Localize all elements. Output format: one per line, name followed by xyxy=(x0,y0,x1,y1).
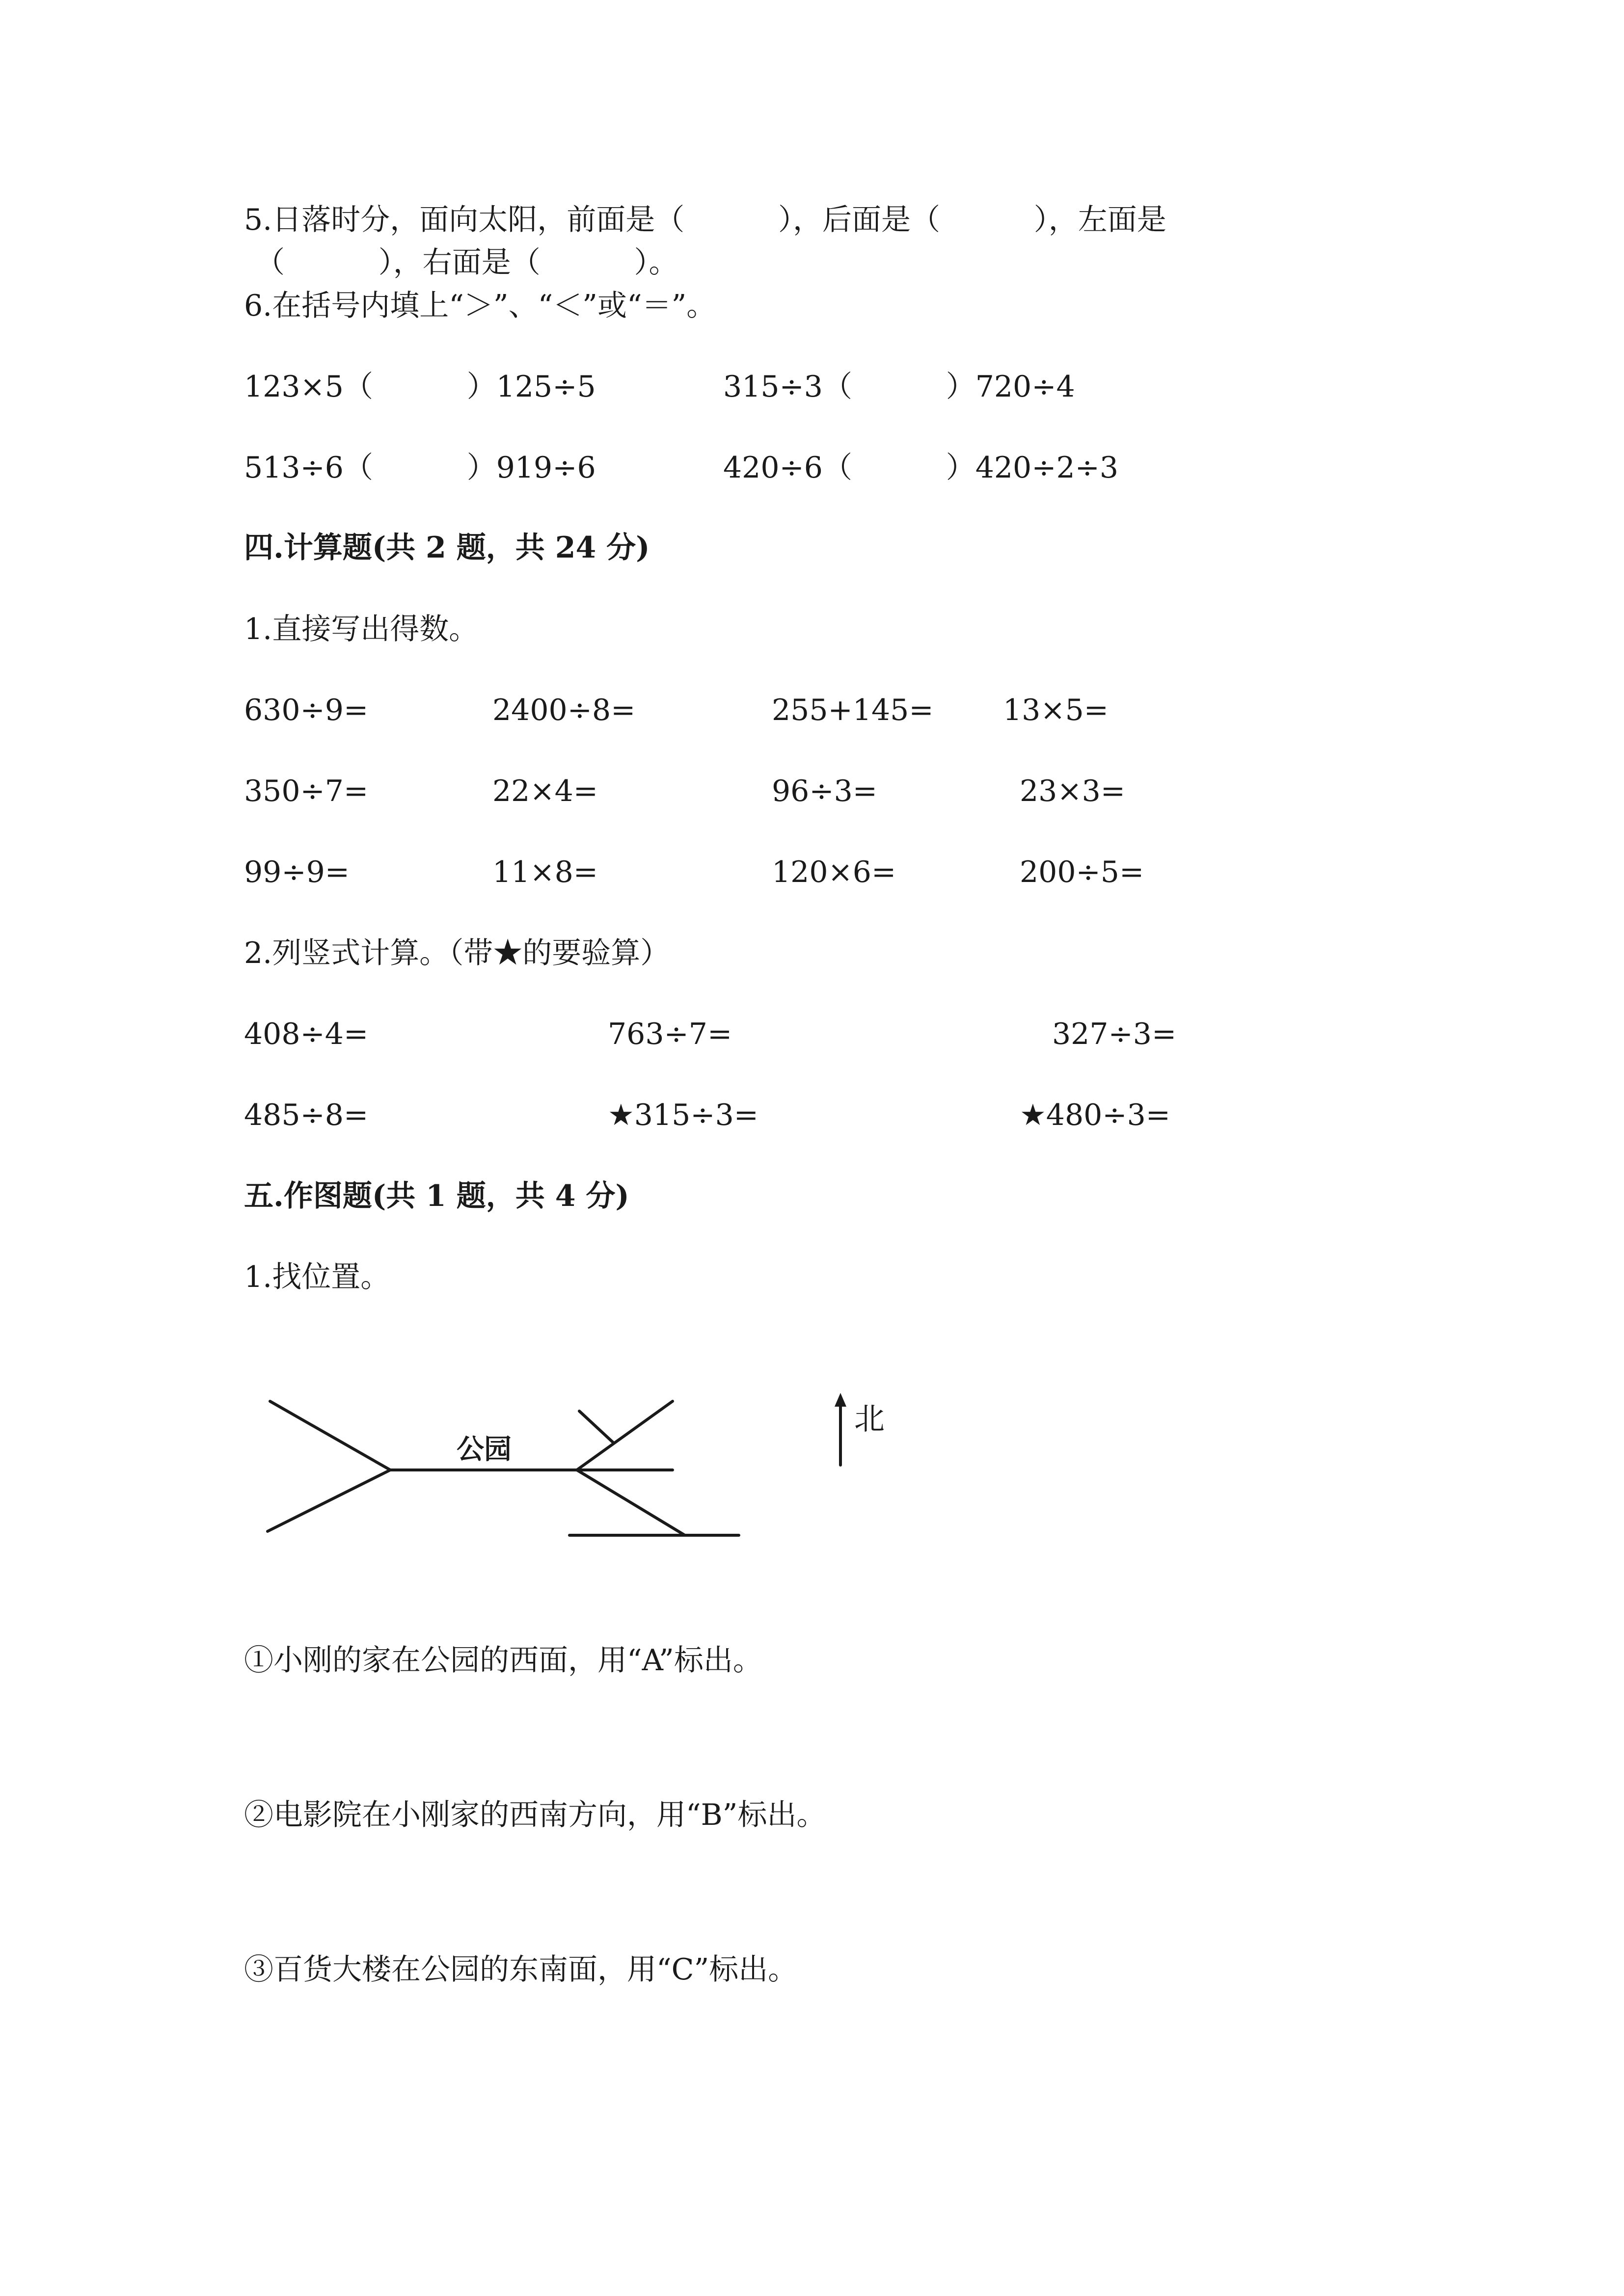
vertical-calc-item: ★315÷3= xyxy=(608,1098,759,1132)
road-line xyxy=(577,1401,673,1470)
map-task-item: ③百货大楼在公园的东南面，用“C”标出。 xyxy=(244,1952,798,1987)
q6-prompt: 6.在括号内填上“＞”、“＜”或“＝”。 xyxy=(244,289,716,323)
section4-title: 四.计算题(共 2 题，共 24 分) xyxy=(244,531,650,565)
map-north-label: 北 xyxy=(854,1401,885,1437)
vertical-calc-item: 763÷7= xyxy=(608,1017,732,1051)
calc-item: 200÷5= xyxy=(1020,855,1144,889)
calc-item: 2400÷8= xyxy=(492,693,636,727)
calc-item: 120×6= xyxy=(772,855,896,889)
q5-line1: 5.日落时分，面向太阳，前面是（ ），后面是（ ），左面是 xyxy=(244,203,1166,237)
calc-item: 96÷3= xyxy=(772,774,878,808)
section4-q2-prompt: 2.列竖式计算。（带★的要验算） xyxy=(244,936,670,970)
calc-item: 22×4= xyxy=(492,774,598,808)
q6-item: 513÷6（ ）919÷6 xyxy=(244,451,596,485)
calc-item: 350÷7= xyxy=(244,774,369,808)
vertical-calc-item: ★480÷3= xyxy=(1020,1098,1171,1132)
road-line xyxy=(579,1411,614,1443)
map-park-label: 公园 xyxy=(457,1434,512,1466)
section4-q1-prompt: 1.直接写出得数。 xyxy=(244,612,479,646)
road-line xyxy=(270,1401,390,1470)
section5-title: 五.作图题(共 1 题，共 4 分) xyxy=(244,1179,629,1213)
q6-item: 420÷6（ ）420÷2÷3 xyxy=(723,451,1119,485)
map-task-item: ①小刚的家在公园的西面，用“A”标出。 xyxy=(244,1643,762,1678)
section5-q1-prompt: 1.找位置。 xyxy=(244,1260,390,1294)
calc-item: 255+145= xyxy=(772,693,934,727)
vertical-calc-item: 485÷8= xyxy=(244,1098,369,1132)
calc-item: 630÷9= xyxy=(244,693,369,727)
road-line xyxy=(268,1470,390,1531)
north-arrow-head xyxy=(835,1393,846,1407)
calc-item: 11×8= xyxy=(492,855,598,889)
map-task-item: ②电影院在小刚家的西南方向，用“B”标出。 xyxy=(244,1798,826,1832)
calc-item: 99÷9= xyxy=(244,855,350,889)
q6-item: 315÷3（ ）720÷4 xyxy=(723,370,1075,404)
q5-line2: （ ），右面是（ ）。 xyxy=(255,245,678,280)
vertical-calc-item: 408÷4= xyxy=(244,1017,369,1051)
vertical-calc-item: 327÷3= xyxy=(1052,1017,1177,1051)
calc-item: 13×5= xyxy=(1003,693,1109,727)
road-line xyxy=(577,1470,685,1535)
calc-item: 23×3= xyxy=(1020,774,1126,808)
q6-item: 123×5（ ）125÷5 xyxy=(244,370,596,404)
